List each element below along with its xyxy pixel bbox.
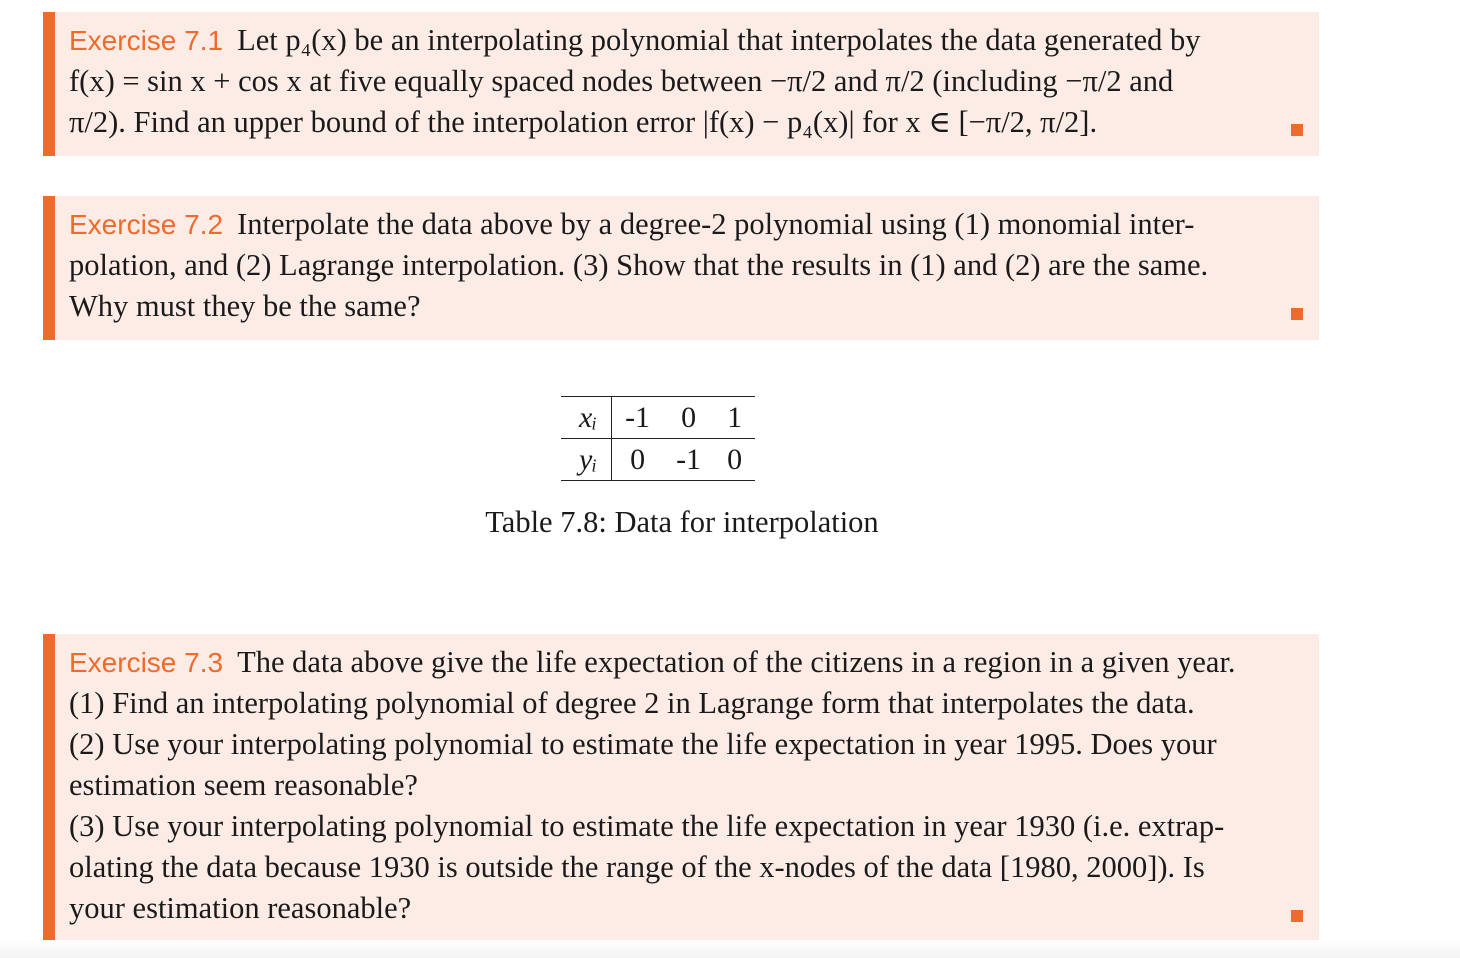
exercise-7-3-line-2: (1) Find an interpolating polynomial of degree 2 in Lagrange form that interpolates the data. — [69, 686, 1195, 720]
table-cell-y-2: 0 — [727, 442, 743, 476]
qed-square-icon — [1291, 124, 1303, 136]
table-cell-x-2: 1 — [714, 397, 755, 439]
table-caption: Table 7.8: Data for interpolation — [485, 505, 879, 539]
exercise-7-2-line-2: polation, and (2) Lagrange interpolation. (3) Show that the results in (1) and (2) are the same. — [69, 248, 1209, 282]
table-cell-y-0: 0 — [630, 442, 646, 476]
table-row-x — [561, 397, 755, 439]
exercise-7-3-line-6: olating the data because 1930 is outside the range of the x-nodes of the data [1980, 2000]). Is — [69, 850, 1205, 884]
exercise-7-2-line-3: Why must they be the same? — [69, 289, 421, 323]
exercise-7-3-text — [69, 642, 1305, 929]
exercise-7-3-line-3: (2) Use your interpolating polynomial to estimate the life expectation in year 1995. Does your — [69, 727, 1217, 761]
table-cell-x-0: -1 — [612, 397, 664, 439]
table-cell-y-1: -1 — [676, 442, 702, 476]
page-bottom-edge — [0, 940, 1460, 958]
interpolation-data-table — [561, 396, 755, 481]
exercise-7-2-line-1 — [69, 204, 1305, 245]
table-row-y — [561, 439, 755, 481]
exercise-7-3-line-4: estimation seem reasonable? — [69, 768, 418, 802]
exercise-7-3-line-7: your estimation reasonable? — [69, 891, 412, 925]
exercise-7-1-text — [69, 20, 1305, 143]
exercise-7-1-label: Exercise 7.1 — [69, 25, 224, 56]
table-header-y: yᵢ — [561, 439, 612, 481]
exercise-7-2-text — [69, 204, 1305, 327]
exercise-7-1-line-1-text: Let p₄(x) be an interpolating polynomial that interpolates the data generated by — [237, 23, 1201, 57]
qed-square-icon — [1291, 910, 1303, 922]
exercise-7-1-line-3: π/2). Find an upper bound of the interpolation error |f(x) − p₄(x)| for x ∈ [−π/2, π/2]. — [69, 105, 1098, 139]
exercise-7-3-box — [43, 634, 1319, 940]
exercise-7-3-line-1-text: The data above give the life expectation of the citizens in a region in a given year. — [237, 645, 1236, 679]
exercise-7-1-line-2: f(x) = sin x + cos x at five equally spaced nodes between −π/2 and π/2 (including −π/2 and — [69, 64, 1174, 98]
table-cell-x-1: 0 — [663, 397, 714, 439]
exercise-7-3-line-1 — [69, 642, 1305, 683]
exercise-7-1-line-1 — [69, 20, 1305, 61]
exercise-7-3-label: Exercise 7.3 — [69, 647, 224, 678]
qed-square-icon — [1291, 308, 1303, 320]
exercise-7-3-line-5: (3) Use your interpolating polynomial to estimate the life expectation in year 1930 (i.e. extrap- — [69, 809, 1225, 843]
exercise-7-2-box — [43, 196, 1319, 340]
table-header-x: xᵢ — [561, 397, 612, 439]
exercise-7-1-box — [43, 12, 1319, 156]
exercise-7-2-label: Exercise 7.2 — [69, 209, 224, 240]
exercise-7-2-line-1-text: Interpolate the data above by a degree-2 polynomial using (1) monomial inter- — [237, 207, 1195, 241]
